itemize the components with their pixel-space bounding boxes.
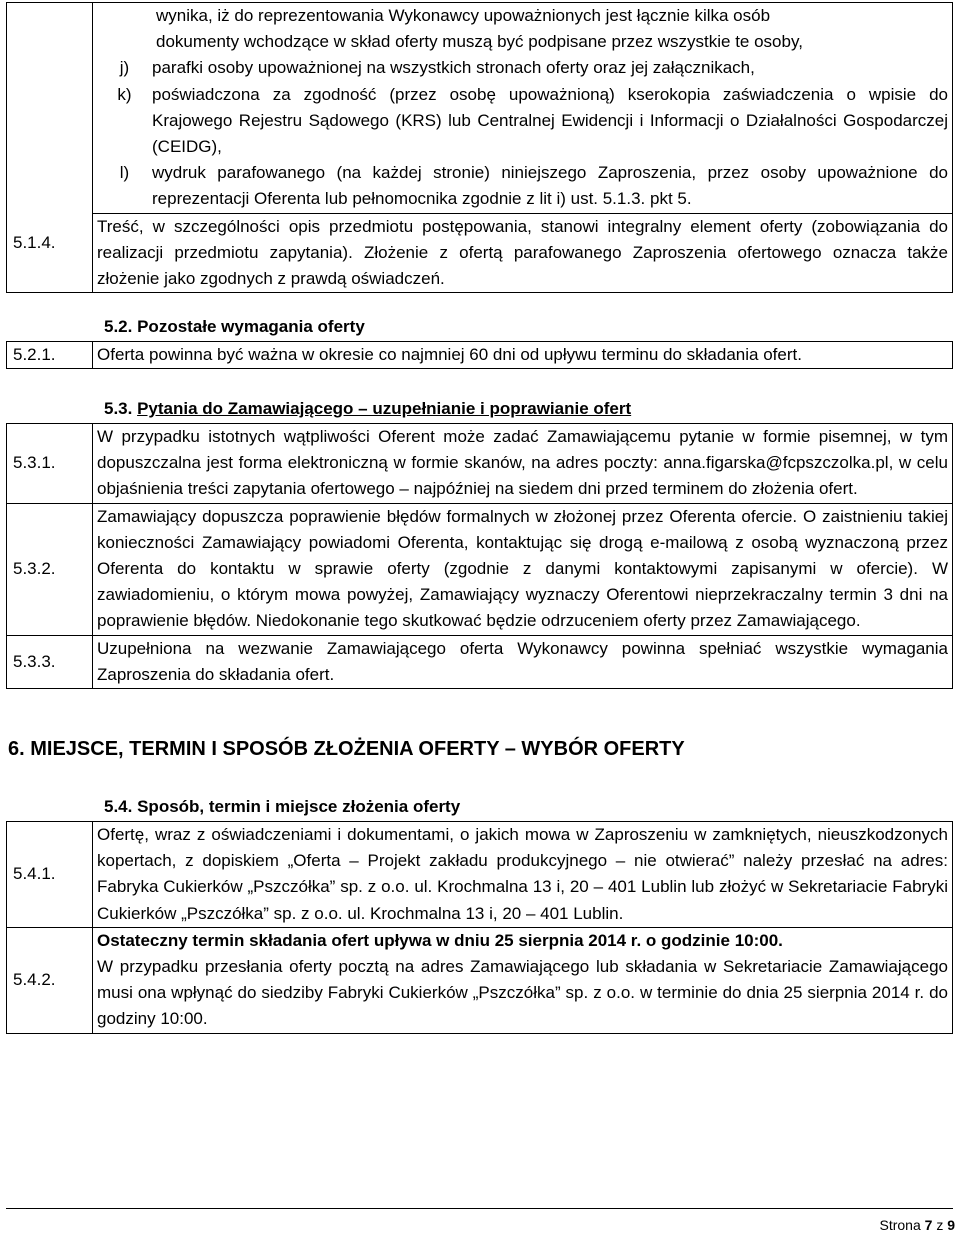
row-number-5-1-4: 5.1.4. [7, 3, 93, 293]
row-number: 5.3.3. [7, 635, 93, 688]
deadline-text: Ostateczny termin składania ofert upływa w dniu 25 sierpnia 2014 r. o godzinie 10:00. [97, 930, 783, 950]
page-label: Strona [879, 1217, 921, 1233]
heading-title: Pytania do Zamawiającego – uzupełnianie i poprawianie ofert [137, 399, 632, 418]
table-row [7, 213, 953, 293]
row-text: Oferta powinna być ważna w okresie co najmniej 60 dni od upływu terminu do składania ofert. [93, 342, 953, 369]
list-marker: l) [119, 163, 130, 183]
section-heading-5-4 [104, 795, 460, 819]
row-text: Ofertę, wraz z oświadczeniami i dokumentami, o jakich mowa w Zaproszeniu w zamkniętych, nieuszkodzonych kopertach, z dopiskiem „Oferta – Projekt zakładu produkcyjnego – nie otwierać” należy przesłać na adres: Fabryka Cukierków „Pszczółka” sp. z o.o. ul. Krochmalna 13 i, 20 – 401 Lublin lub złożyć w Sekretariacie Fabryki Cukierków „Pszczółka” sp. z o.o. ul. Krochmalna 13 i, 20 – 401 Lublin. [93, 822, 953, 928]
row-text: Uzupełniona na wezwanie Zamawiającego oferta Wykonawcy powinna spełniać wszystkie wymagania Zaproszenia do składania ofert. [93, 635, 953, 688]
row-number: 5.3.2. [7, 503, 93, 635]
row-number: 5.2.1. [7, 342, 93, 369]
table-row [7, 503, 953, 635]
section-heading-5-2 [104, 315, 365, 339]
page-total: 9 [947, 1217, 955, 1233]
list-marker: k) [117, 84, 132, 104]
row-number: 5.4.2. [7, 927, 93, 1033]
questions-table [6, 423, 953, 689]
heading-title: Sposób, termin i miejsce złożenia oferty [137, 797, 461, 816]
row-text-group [93, 927, 953, 1033]
heading-number: 5.3. [104, 399, 133, 418]
row-number: 5.4.1. [7, 822, 93, 928]
page-current: 7 [924, 1217, 933, 1233]
table-row [7, 424, 953, 504]
table-row [7, 3, 953, 214]
table-row [7, 635, 953, 688]
list-item-text: poświadczona za zgodność (przez osobę upoważnioną) kserokopia zaświadczenia o wpisie do Krajowego Rejestru Sądowego (KRS) lub Centralnej Ewidencji i Informacji o Działalności Gospodarczej (CEIDG), [152, 84, 948, 157]
list-item-text: parafki osoby upoważnionej na wszystkich stronach oferty oraz jej załącznikach, [152, 58, 755, 78]
footer-divider [6, 1208, 953, 1209]
validity-table [6, 341, 953, 369]
submission-table [6, 821, 953, 1034]
heading-title: Pozostałe wymagania oferty [137, 317, 365, 336]
table-row [7, 342, 953, 369]
row-text: Zamawiający dopuszcza poprawienie błędów formalnych w złożonej przez Oferenta ofercie. O zaistnieniu takiej konieczności Zamawiający powiadomi Oferenta, kontaktując się drogą e-mailową z osobą wyznaczoną przez Oferenta do kontaktu w sprawie oferty (zgodnie z danymi kontaktowymi zapisanymi w ofercie). W zawiadomieniu, o którym mowa powyżej, Zamawiający wyznaczy Oferentowi nieprzekraczalny termin 3 dni na poprawienie błędów. Niedokonanie tego skutkować będzie odrzuceniem oferty przez Zamawiającego. [93, 503, 953, 635]
section-heading-5-3 [104, 397, 631, 421]
paragraph-5-1-4: Treść, w szczególności opis przedmiotu postępowania, stanowi integralny element oferty (zobowiązania do realizacji przedmiotu zapytania). Złożenie z ofertą parafowanego Zaproszenia ofertowego oznacza także złożenie jako zgodnych z prawdą oświadczeń. [93, 213, 953, 293]
table-row [7, 927, 953, 1033]
row-text: W przypadku istotnych wątpliwości Oferent może zadać Zamawiającemu pytanie w formie pisemnej, w tym dopuszczalna jest forma elektroniczną w formie skanów, na adres poczty: anna.figarska@fcpszczolka.pl, w celu objaśnienia treści zapytania ofertowego – najpóźniej na siedem dni przed terminem do złożenia ofert. [93, 424, 953, 504]
list-marker: j) [119, 58, 130, 78]
continuation-line: wynika, iż do reprezentowania Wykonawcy upoważnionych jest łącznie kilka osób [156, 6, 771, 25]
row-text: W przypadku przesłania oferty pocztą na adres Zamawiającego lub składania w Sekretariacie Zamawiającego musi ona wpłynąć do siedziby Fabryki Cukierków „Pszczółka” sp. z o.o. w terminie do dnia 25 sierpnia 2014 r. do godziny 10:00. [97, 957, 948, 1029]
list-item-text: wydruk parafowanego (na każdej stronie) niniejszego Zaproszenia, przez osoby upoważnione do reprezentacji Oferenta lub pełnomocnika zgodnie z lit i) ust. 5.1.3. pkt 5. [152, 163, 948, 209]
row-number: 5.3.1. [7, 424, 93, 504]
heading-number: 5.4. [104, 797, 133, 816]
table-row [7, 822, 953, 928]
page-separator: z [936, 1217, 944, 1233]
list-item-l [97, 160, 948, 212]
requirements-table [6, 2, 953, 293]
chapter-heading: 6. MIEJSCE, TERMIN I SPOSÓB ZŁOŻENIA OFERTY – WYBÓR OFERTY [8, 738, 685, 760]
list-item-j [97, 55, 948, 81]
continuation-line: dokumenty wchodzące w skład oferty muszą być podpisane przez wszystkie te osoby, [156, 32, 803, 52]
page-footer [879, 1217, 955, 1233]
list-item-k [97, 82, 948, 161]
heading-number: 5.2. [104, 317, 133, 336]
list-cell [93, 3, 953, 214]
